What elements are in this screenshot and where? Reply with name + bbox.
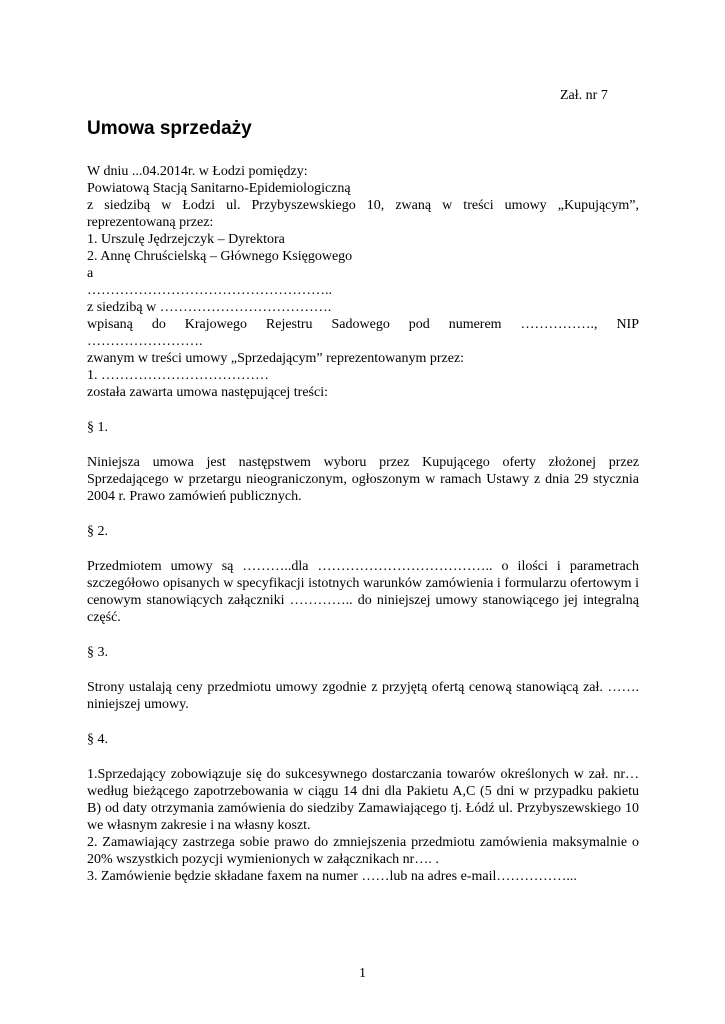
seller-name-blank: ……………………………………………..: [87, 283, 332, 298]
conjunction: a: [87, 266, 94, 281]
document-title: Umowa sprzedaży: [87, 118, 252, 139]
section-heading: § 2.: [87, 524, 108, 539]
buyer-representative-1: 1. Urszulę Jędrzejczyk – Dyrektora: [87, 232, 285, 247]
section-text: Strony ustalają ceny przedmiotu umowy zgodnie z przyjętą ofertą cenową stanowiącą zał. ……. niniejszej umowy.: [87, 680, 639, 712]
buyer-address: z siedzibą w Łodzi ul. Przybyszewskiego 10, zwaną w treści umowy „Kupującym”,: [87, 198, 639, 213]
section-heading: § 4.: [87, 732, 108, 747]
page-number: 1: [359, 966, 366, 981]
section-heading: § 3.: [87, 645, 108, 660]
parties-block: [87, 163, 639, 401]
section-text: Niniejsza umowa jest następstwem wyboru przez Kupującego oferty złożonej przez Sprzedającego w przetargu nieograniczonym, ogłoszonym w ramach Ustawy z dnia 29 stycznia 2004 r. Prawo zamówień publicznych.: [87, 455, 639, 504]
seller-nip-blank: …………………….: [87, 334, 203, 349]
seller-krs: wpisaną do Krajowego Rejestru Sadowego pod numerem ……………., NIP: [87, 317, 639, 332]
seller-represented-by: zwanym w treści umowy „Sprzedającym” reprezentowanym przez:: [87, 351, 465, 366]
section-text: Przedmiotem umowy są ………..dla ……………………………….. o ilości i parametrach szczegółowo opisanych w specyfikacji istotnych warunków zamówienia i formularzu ofertowym i cenowym stanowiących załączniki ………….. do niniejszej umowy stanowiącego jej integralną część.: [87, 559, 639, 625]
attachment-number: Zał. nr 7: [560, 88, 608, 103]
section-heading: § 1.: [87, 420, 108, 435]
document-body: [87, 163, 639, 885]
buyer-representative-2: 2. Annę Chruścielską – Głównego Księgowego: [87, 249, 353, 264]
buyer-name: Powiatową Stacją Sanitarno-Epidemiologiczną: [87, 181, 351, 196]
seller-address-blank: z siedzibą w ……………………………….: [87, 300, 332, 315]
section-item: 1.Sprzedający zobowiązuje się do sukcesywnego dostarczania towarów określonych w zał. nr… według bieżącego zapotrzebowania w ciągu 14 dni dla Pakietu A,C (5 dni w przypadku pakietu B) od daty otrzymania zamówienia do siedziby Zamawiającego tj. Łódź ul. Przybyszewskiego 10 we własnym zakresie i na własny koszt.: [87, 767, 639, 833]
section-item: 3. Zamówienie będzie składane faxem na numer ……lub na adres e-mail……………...: [87, 869, 577, 884]
contract-intro: została zawarta umowa następującej treści:: [87, 385, 328, 400]
intro-line: W dniu ...04.2014r. w Łodzi pomiędzy:: [87, 164, 308, 179]
seller-representative-1: 1. ………………………………: [87, 368, 269, 383]
buyer-represented-by: reprezentowaną przez:: [87, 215, 214, 230]
section-item: 2. Zamawiający zastrzega sobie prawo do zmniejszenia przedmiotu zamówienia maksymalnie o 20% wszystkich pozycji wymienionych w załącznikach nr…. .: [87, 835, 639, 867]
